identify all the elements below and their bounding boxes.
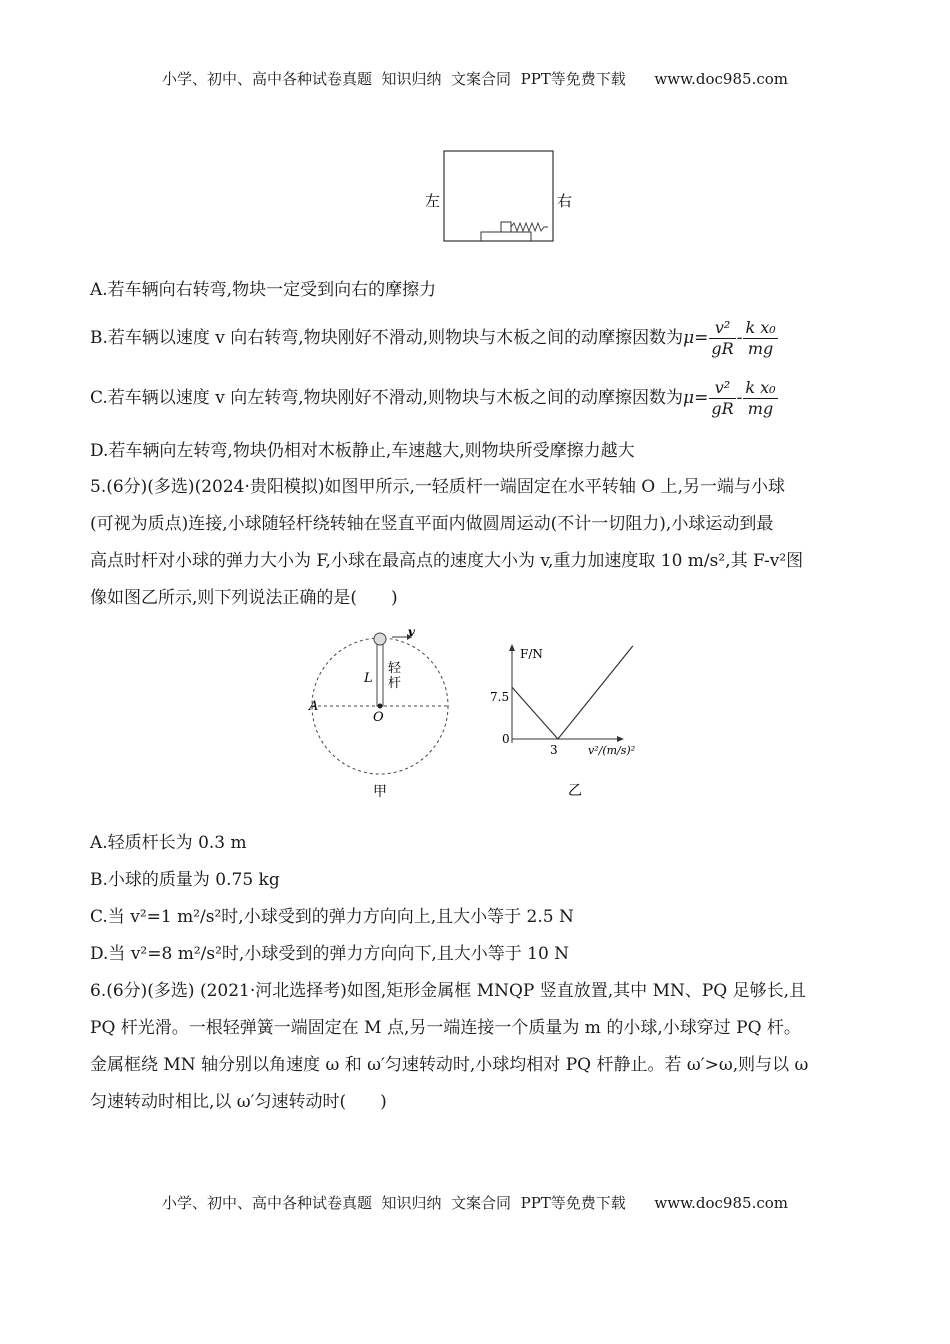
y-label: F/N [520, 647, 543, 661]
page-header: 小学、初中、高中各种试卷真题 知识归纳 文案合同 PPT等免费下载 www.doc985.com [161, 70, 788, 88]
rod-label-2: 杆 [388, 676, 402, 691]
q6-stem-line-3: 金属框绕 MN 轴分别以角速度 ω 和 ω′匀速转动时,小球均相对 PQ 杆静止。若 ω′>ω,则与以 ω [90, 1055, 809, 1075]
y-tick-label: 7.5 [490, 690, 510, 704]
O-label: O [373, 710, 384, 725]
caption-jia: 甲 [373, 784, 387, 800]
figure-yi [484, 640, 654, 805]
fraction-kx0-mg [743, 318, 777, 359]
q5-option-a: A.轻质杆长为 0.3 m [90, 833, 247, 853]
q4-option-a: A.若车辆向右转弯,物块一定受到向右的摩擦力 [90, 280, 437, 300]
frac-num: k x₀ [745, 318, 776, 337]
mu-prefix: μ= [683, 388, 709, 408]
vehicle-figure [415, 145, 585, 250]
L-label: L [364, 671, 373, 686]
minus-sign: - [736, 388, 743, 408]
block [501, 222, 511, 232]
fraction-v2-gr [709, 378, 735, 419]
axis-o-dot [378, 704, 383, 709]
origin-label: 0 [502, 732, 510, 746]
A-label: A [309, 699, 319, 714]
light-rod [377, 644, 383, 706]
wood-board [481, 232, 531, 241]
v-label: v [408, 628, 415, 639]
q6-stem-line-1: 6.(6分)(多选) (2021·河北选择考)如图,矩形金属框 MNQP 竖直放置,其中 MN、PQ 足够长,且 [90, 981, 807, 1001]
spring [511, 223, 548, 231]
q4-option-d: D.若车辆向左转弯,物块仍相对木板静止,车速越大,则物块所受摩擦力越大 [90, 441, 635, 461]
q5-option-c: C.当 v²=1 m²/s²时,小球受到的弹力方向向上,且大小等于 2.5 N [90, 907, 574, 927]
q5-option-b: B.小球的质量为 0.75 kg [90, 870, 280, 890]
mu-prefix: μ= [683, 328, 709, 348]
q5-stem-line-4: 像如图乙所示,则下列说法正确的是( ) [90, 588, 398, 608]
figure-jia [300, 628, 470, 803]
q5-stem-line-1: 5.(6分)(多选)(2024·贵阳模拟)如图甲所示,一轻质杆一端固定在水平转轴 O 上,另一端与小球 [90, 477, 786, 497]
q4-option-c-text: C.若车辆以速度 v 向左转弯,物块刚好不滑动,则物块与木板之间的动摩擦因数为 [90, 388, 684, 408]
q6-stem-line-4: 匀速转动时相比,以 ω′匀速转动时( ) [90, 1092, 387, 1112]
frac-num: v² [709, 318, 735, 339]
left-label: 左 [425, 192, 441, 210]
right-label: 右 [557, 192, 573, 210]
page-footer: 小学、初中、高中各种试卷真题 知识归纳 文案合同 PPT等免费下载 www.doc985.com [161, 1194, 788, 1212]
rod-label-1: 轻 [388, 661, 402, 676]
minus-sign: - [736, 328, 743, 348]
fraction-v2-gr [709, 318, 735, 359]
q4-option-b [90, 318, 779, 359]
frac-den: gR [711, 399, 734, 418]
small-ball [374, 633, 386, 645]
q4-option-b-text: B.若车辆以速度 v 向右转弯,物块刚好不滑动,则物块与木板之间的动摩擦因数为 [90, 328, 684, 348]
frac-num: k x₀ [745, 378, 776, 397]
q4-option-c [90, 378, 779, 419]
frac-den: mg [747, 399, 774, 418]
x-tick-label: 3 [550, 743, 558, 757]
q5-stem-line-2: (可视为质点)连接,小球随轻杆绕转轴在竖直平面内做圆周运动(不计一切阻力),小球运动到最 [90, 514, 774, 534]
y-axis-arrow [509, 644, 515, 651]
x-label: v²/(m/s)² [588, 744, 636, 757]
caption-yi: 乙 [568, 783, 582, 799]
frac-den: gR [711, 339, 734, 358]
q5-stem-line-3: 高点时杆对小球的弹力大小为 F,小球在最高点的速度大小为 v,重力加速度取 10 m/s²,其 F-v²图 [90, 551, 804, 571]
x-axis-arrow [617, 736, 624, 742]
fraction-kx0-mg [743, 378, 777, 419]
q5-option-d: D.当 v²=8 m²/s²时,小球受到的弹力方向向下,且大小等于 10 N [90, 944, 570, 964]
frac-num: v² [709, 378, 735, 399]
q6-stem-line-2: PQ 杆光滑。一根轻弹簧一端固定在 M 点,另一端连接一个质量为 m 的小球,小球穿过 PQ 杆。 [90, 1018, 801, 1038]
frac-den: mg [747, 339, 774, 358]
